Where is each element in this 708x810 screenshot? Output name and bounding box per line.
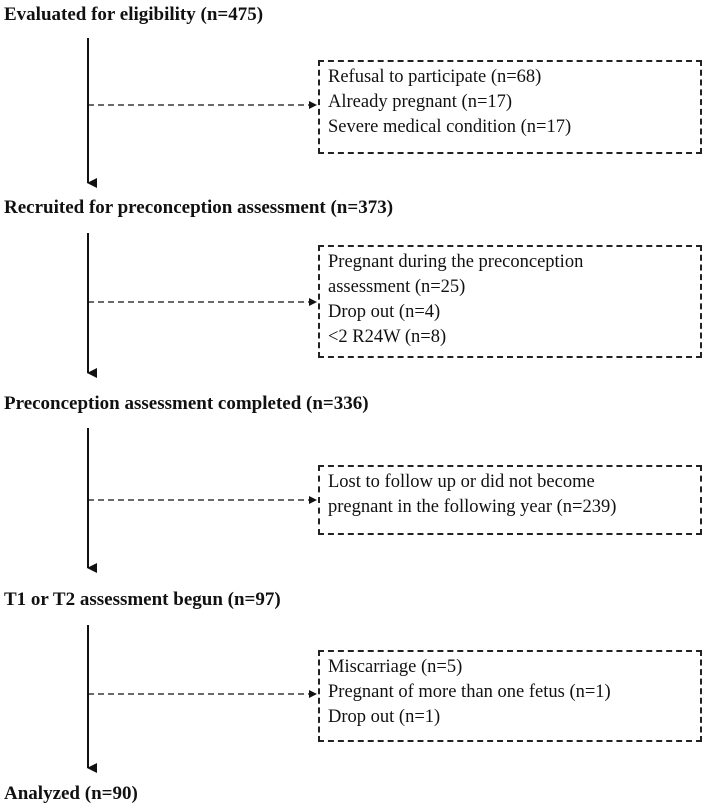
exclusion-line: pregnant in the following year (n=239) [328, 497, 617, 517]
stage-t1-t2: T1 or T2 assessment begun (n=97) [4, 589, 281, 610]
exclusion-line: Severe medical condition (n=17) [328, 117, 572, 137]
exclusion-box-3 [318, 465, 702, 535]
exclusion-box-1 [318, 60, 702, 154]
exclusion-line: Pregnant during the preconception [328, 252, 584, 272]
exclusion-line: Refusal to participate (n=68) [328, 67, 542, 87]
exclusion-line: Drop out (n=1) [328, 707, 441, 727]
stage-completed: Preconception assessment completed (n=336) [4, 393, 369, 414]
stage-evaluated: Evaluated for eligibility (n=475) [4, 4, 264, 25]
exclusion-box-2 [318, 245, 702, 358]
exclusion-line: Pregnant of more than one fetus (n=1) [328, 682, 611, 702]
exclusion-line: Drop out (n=4) [328, 302, 441, 322]
stage-recruited: Recruited for preconception assessment (n=373) [4, 197, 394, 218]
exclusion-line: Miscarriage (n=5) [328, 657, 463, 677]
exclusion-box-4 [318, 650, 702, 742]
stage-analyzed: Analyzed (n=90) [4, 783, 138, 804]
exclusion-line: Lost to follow up or did not become [328, 472, 595, 492]
exclusion-line: Already pregnant (n=17) [328, 92, 513, 112]
exclusion-line: assessment (n=25) [328, 277, 466, 297]
exclusion-line: <2 R24W (n=8) [328, 327, 447, 347]
